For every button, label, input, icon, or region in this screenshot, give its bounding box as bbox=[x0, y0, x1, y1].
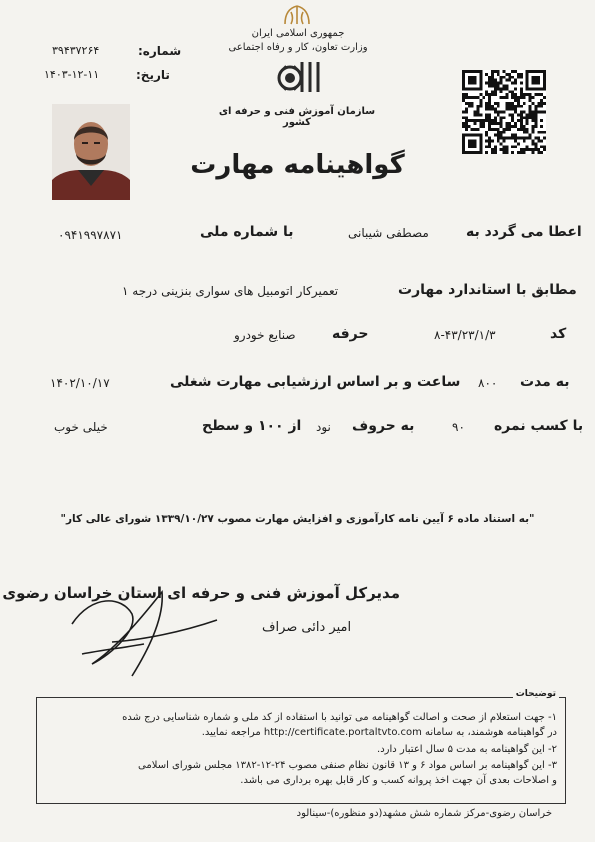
number-value: ۳۹۴۳۷۲۶۴ bbox=[52, 44, 100, 57]
hours-label: ساعت و بر اساس ارزشیابی مهارت شغلی bbox=[170, 374, 461, 390]
words-label: به حروف bbox=[352, 418, 415, 434]
iran-emblem-icon bbox=[279, 4, 315, 26]
note-line-3: ۲- این گواهینامه به مدت ۵ سال اعتبار دارد. bbox=[377, 744, 557, 755]
note-line-4: ۳- این گواهینامه بر اساس مواد ۶ و ۱۳ قانون نظام صنفی مصوب ۲۴-۱۲-۱۳۸۲ مجلس شورای اسلامی bbox=[138, 760, 557, 771]
standard-label: مطابق با استاندارد مهارت bbox=[398, 282, 577, 298]
of-label: از ۱۰۰ و سطح bbox=[202, 418, 302, 434]
standard-value: تعمیرکار اتومبیل های سواری بنزینی درجه ۱ bbox=[122, 284, 339, 298]
tvto-logo-icon bbox=[272, 56, 326, 98]
holder-name: مصطفی شیبانی bbox=[348, 226, 429, 240]
code-value: ۸-۴۳/۲۳/۱/۳ bbox=[434, 328, 496, 342]
republic-text: جمهوری اسلامی ایران bbox=[251, 28, 345, 39]
score-label: با کسب نمره bbox=[494, 418, 584, 434]
national-id-label: با شماره ملی bbox=[200, 224, 294, 240]
notes-heading: توضیحات bbox=[513, 689, 559, 699]
score-value: ۹۰ bbox=[452, 420, 465, 434]
code-label: کد bbox=[550, 326, 567, 342]
date-value: ۱۴۰۳-۱۲-۱۱ bbox=[44, 68, 100, 81]
granted-label: اعطا می گردد به bbox=[466, 224, 582, 240]
profession-label: حرفه bbox=[332, 326, 369, 342]
words-value: نود bbox=[316, 420, 331, 434]
note-line-2: در گواهینامه هوشمند، به سامانه http://certificate.portaltvto.com مراجعه نمایید. bbox=[201, 727, 557, 738]
duration-value: ۸۰۰ bbox=[478, 376, 498, 390]
qr-code bbox=[462, 70, 546, 154]
evaluation-date: ۱۴۰۲/۱۰/۱۷ bbox=[50, 376, 110, 390]
signatory-position: مدیرکل آموزش فنی و حرفه ای استان خراسان رضوی bbox=[2, 584, 400, 602]
duration-label: به مدت bbox=[520, 374, 570, 390]
level-value: خیلی خوب bbox=[54, 420, 108, 434]
footer-address: خراسان رضوی-مرکز شماره شش مشهد(دو منظوره)-سینالود bbox=[296, 808, 552, 819]
note-line-1: ۱- جهت استعلام از صحت و اصالت گواهینامه می توانید با استفاده از کد ملی و شماره شناسایی درج شده bbox=[122, 712, 557, 723]
signatory-name: امیر دائی صراف bbox=[262, 620, 352, 635]
organization-text: سازمان آموزش فنی و حرفه ای کشور bbox=[218, 106, 376, 128]
profession-value: صنایع خودرو bbox=[234, 328, 296, 342]
ministry-text: وزارت تعاون، کار و رفاه اجتماعی bbox=[228, 42, 368, 53]
notes-box bbox=[36, 689, 566, 804]
handwritten-signature bbox=[52, 584, 222, 684]
note-line-5: و اصلاحات بعدی آن جهت اخذ پروانه کسب و کار قابل بهره برداری می باشد. bbox=[240, 775, 557, 786]
date-label: تاریخ: bbox=[136, 68, 170, 82]
number-label: شماره: bbox=[138, 44, 182, 58]
legal-basis: "به استناد ماده ۶ آیین نامه کارآموزی و افزایش مهارت مصوب ۱۳۳۹/۱۰/۲۷ شورای عالی کار" bbox=[60, 513, 535, 525]
national-id-value: ۰۹۴۱۹۹۷۸۷۱ bbox=[58, 228, 123, 242]
certificate-title: گواهینامه مهارت bbox=[190, 150, 405, 180]
